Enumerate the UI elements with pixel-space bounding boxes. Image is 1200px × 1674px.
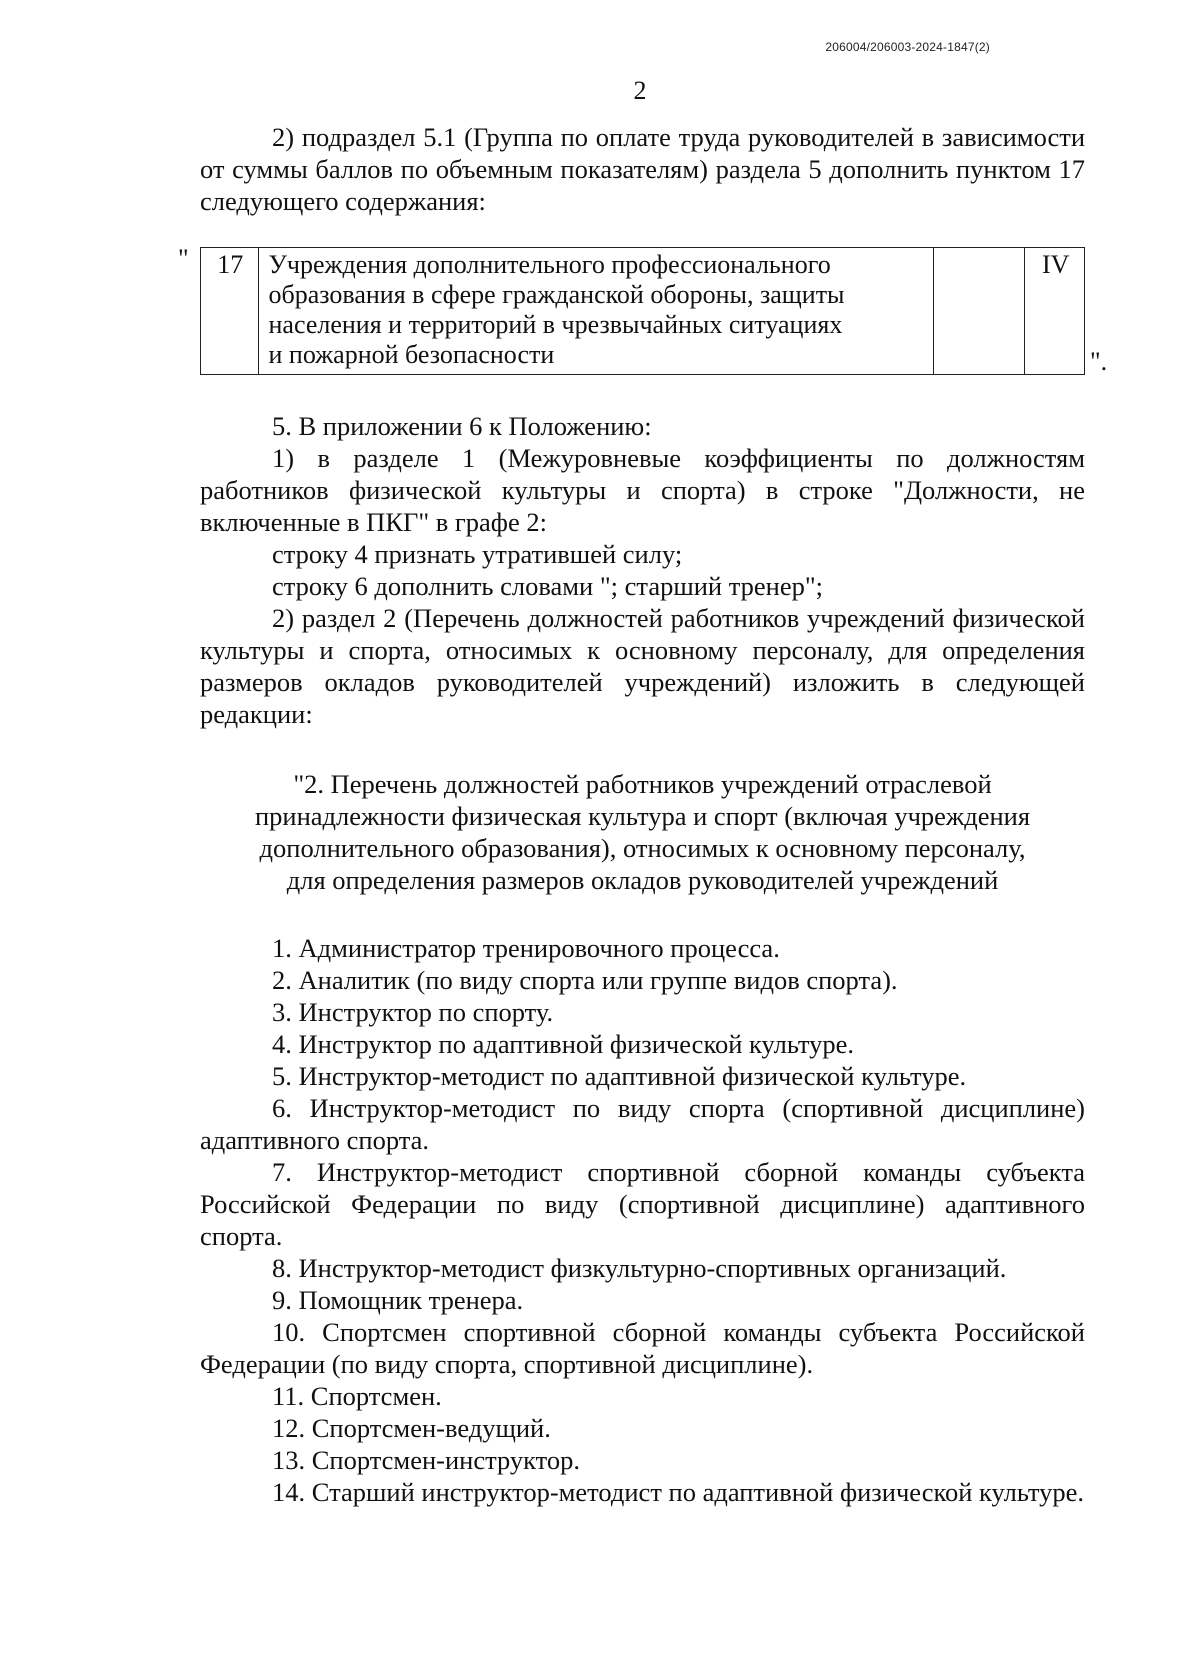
table-open-quote: " bbox=[178, 244, 189, 273]
list-item: 5. Инструктор-методист по адаптивной физической культуре. bbox=[272, 1061, 967, 1091]
table-cell-group: IV bbox=[1025, 248, 1085, 375]
list-item: 12. Спортсмен-ведущий. bbox=[272, 1413, 551, 1443]
list-item: 4. Инструктор по адаптивной физической культуре. bbox=[272, 1029, 855, 1059]
list-item: 7. Инструктор-методист спортивной сборной команды субъекта Российской Федерации по виду (спортивной дисциплине) адаптивного спорта. bbox=[200, 1157, 1085, 1251]
list-item: 13. Спортсмен-инструктор. bbox=[272, 1445, 581, 1475]
table-cell-number: 17 bbox=[201, 248, 259, 375]
table-cell-empty bbox=[933, 248, 1025, 375]
table-row bbox=[201, 248, 1085, 375]
list-item: 8. Инструктор-методист физкультурно-спортивных организаций. bbox=[272, 1253, 1007, 1283]
insert-table bbox=[200, 247, 1085, 375]
new-section-title-line: "2. Перечень должностей работников учреждений отраслевой bbox=[293, 769, 992, 799]
section-line-b: строку 6 дополнить словами "; старший тренер"; bbox=[272, 571, 824, 601]
list-item: 2. Аналитик (по виду спорта или группе видов спорта). bbox=[272, 965, 898, 995]
list-item: 10. Спортсмен спортивной сборной команды субъекта Российской Федерации (по виду спорта, спортивной дисциплине). bbox=[200, 1317, 1085, 1379]
section-item-2: 2) раздел 2 (Перечень должностей работников учреждений физической культуры и спорта, относимых к основному персоналу, для определения размеров окладов руководителей учреждений) изложить в следующей редакции: bbox=[200, 603, 1085, 729]
table-cell-name-line: и пожарной безопасности bbox=[268, 340, 555, 369]
section-5-block bbox=[200, 410, 1085, 1508]
table-cell-name-line: населения и территорий в чрезвычайных ситуациях bbox=[268, 310, 843, 339]
new-section-title-line: принадлежности физическая культура и спорт (включая учреждения bbox=[254, 801, 1031, 831]
list-item: 3. Инструктор по спорту. bbox=[272, 997, 554, 1027]
new-section-title-line: для определения размеров окладов руководителей учреждений bbox=[286, 865, 999, 895]
new-section-title-line: дополнительного образования), относимых к основному персоналу, bbox=[259, 833, 1026, 863]
table-close-quote: ". bbox=[1090, 347, 1108, 376]
table-cell-name bbox=[258, 248, 933, 375]
list-item: 1. Администратор тренировочного процесса. bbox=[272, 933, 780, 963]
list-item: 14. Старший инструктор-методист по адаптивной физической культуре. bbox=[272, 1477, 1085, 1507]
intro-paragraph: 2) подраздел 5.1 (Группа по оплате труда руководителей в зависимости от суммы баллов по объемным показателям) раздела 5 дополнить пунктом 17 следующего содержания: bbox=[200, 122, 1085, 216]
table-cell-name-line: Учреждения дополнительного профессионального bbox=[268, 250, 831, 279]
list-item: 9. Помощник тренера. bbox=[272, 1285, 524, 1315]
list-item: 11. Спортсмен. bbox=[272, 1381, 442, 1411]
section-heading: 5. В приложении 6 к Положению: bbox=[272, 411, 652, 441]
section-line-a: строку 4 признать утратившей силу; bbox=[272, 539, 683, 569]
section-item-1: 1) в разделе 1 (Межуровневые коэффициенты по должностям работников физической культуры и спорта) в строке "Должности, не включенные в ПКГ" в графе 2: bbox=[200, 443, 1085, 537]
page-number: 2 bbox=[633, 76, 647, 105]
list-item: 6. Инструктор-методист по виду спорта (спортивной дисциплине) адаптивного спорта. bbox=[200, 1093, 1085, 1155]
table-cell-name-line: образования в сфере гражданской обороны, защиты bbox=[268, 280, 845, 309]
intro-block bbox=[200, 121, 1085, 217]
document-registration-number: 206004/206003-2024-1847(2) bbox=[825, 40, 990, 54]
